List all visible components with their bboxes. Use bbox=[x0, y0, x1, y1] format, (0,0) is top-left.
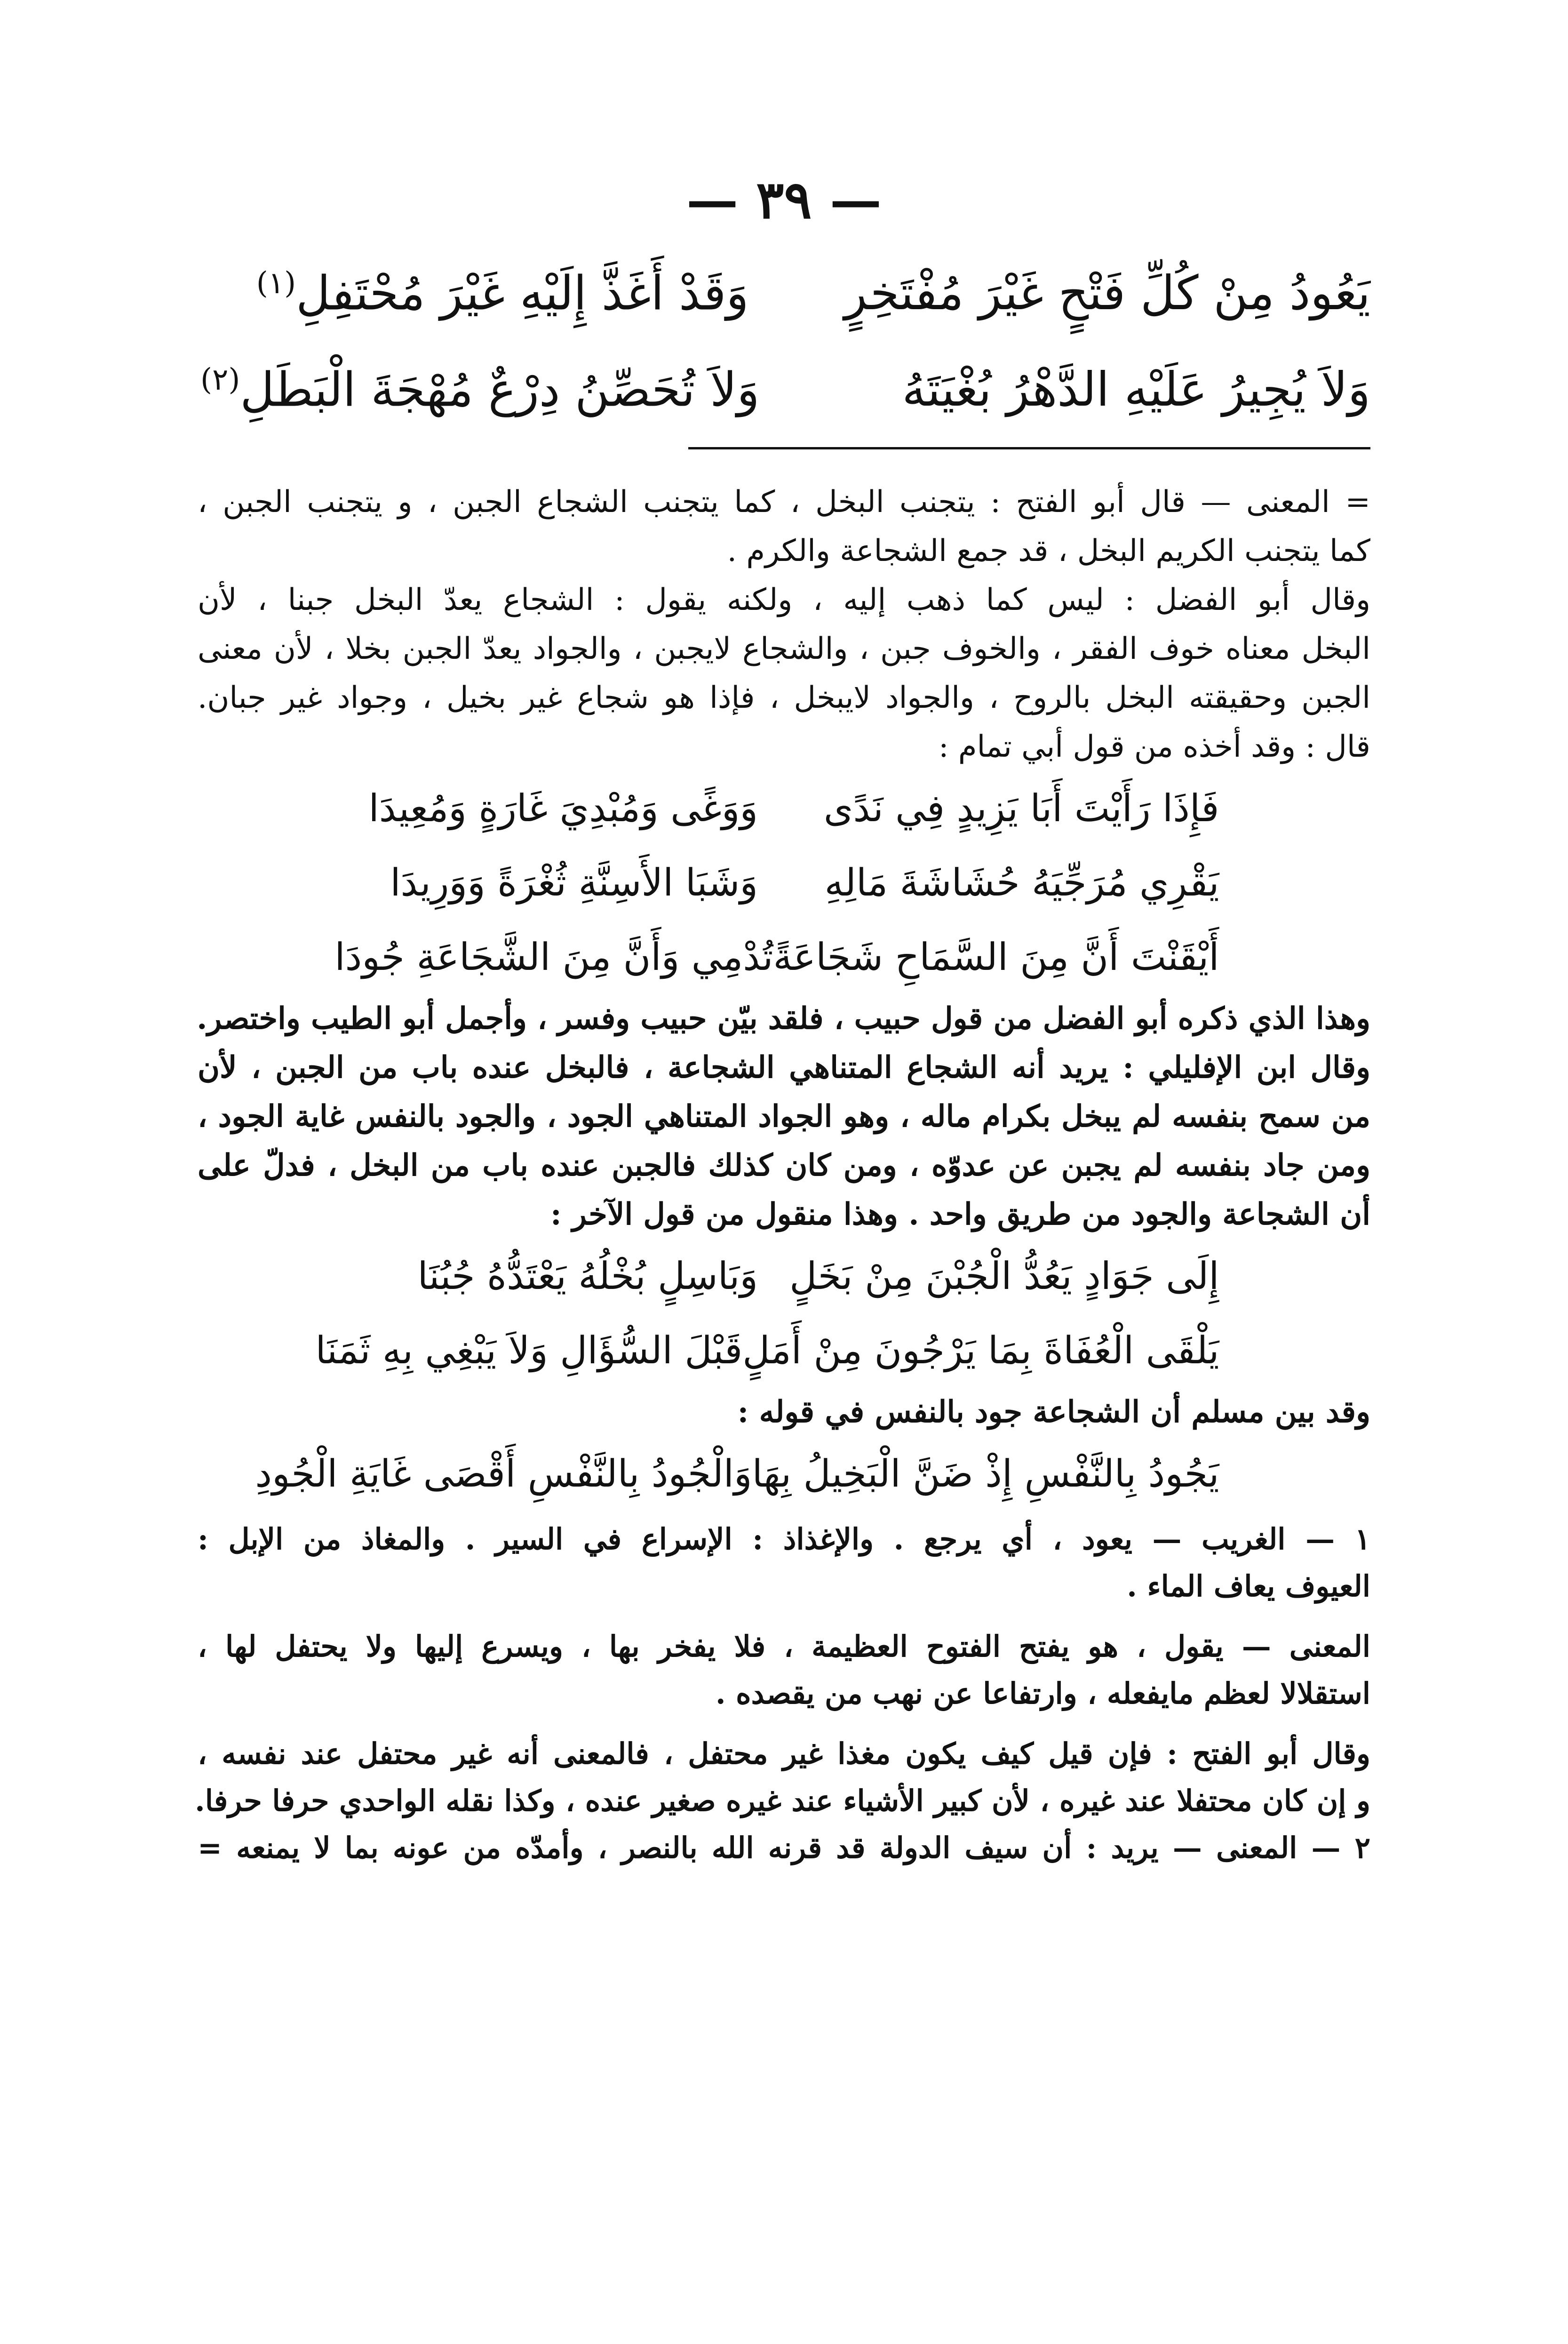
commentary-line: = المعنى — قال أبو الفتح : يتجنب البخل ، كما يتجنب الشجاع الجبن ، و يتجنب الجبن ، bbox=[198, 485, 1370, 520]
footnote-line: ١ — الغريب — يعود ، أي يرجع . والإغذاذ : الإسراع في السير . والمغاذ من الإبل : bbox=[198, 1522, 1370, 1556]
top-verses bbox=[198, 235, 1370, 428]
hemistich-text: وَلاَ تُحَصِّنُ دِرْعٌ مُهْجَةَ الْبَطَلِ bbox=[240, 362, 760, 417]
second-hemistich: قَبْلَ السُّؤَالِ وَلاَ يَبْغِي بِهِ ثَمَنَا bbox=[315, 1328, 743, 1372]
footnote-line: ٢ — المعنى — يريد : أن سيف الدولة قد قرنه الله بالنصر ، وأمدّه من عونه بما لا يمنعه = bbox=[198, 1831, 1370, 1865]
commentary-line: وقال ابن الإفليلي : يريد أنه الشجاع المتناهي الشجاعة ، فالبخل عنده باب من الجبن ، لأن bbox=[198, 1050, 1370, 1085]
first-hemistich: يَلْقَى الْعُفَاةَ بِمَا يَرْجُونَ مِنْ أَمَلٍ bbox=[742, 1328, 1219, 1372]
commentary-line: وقد بين مسلم أن الشجاعة جود بالنفس في قوله : bbox=[737, 1394, 1370, 1430]
verse-line bbox=[198, 332, 1370, 428]
first-hemistich: إِلَى جَوَادٍ يَعُدُّ الْجُبْنَ مِنْ بَخَلٍ bbox=[789, 1254, 1219, 1298]
second-hemistich: وَالْجُودُ بِالنَّفْسِ أَقْصَى غَايَةِ الْجُودِ bbox=[255, 1452, 752, 1496]
separator-rule bbox=[688, 447, 1370, 449]
footnote-line: وقال أبو الفتح : فإن قيل كيف يكون مغذا غير محتفل ، فالمعنى أنه غير محتفل عند نفسه ، bbox=[198, 1736, 1370, 1771]
commentary-line: وهذا الذي ذكره أبو الفضل من قول حبيب ، فلقد بيّن حبيب وفسر ، وأجمل أبو الطيب واختصر. bbox=[197, 1001, 1370, 1036]
quoted-poem bbox=[334, 771, 1219, 994]
commentary-line: قال : وقد أخذه من قول أبي تمام : bbox=[938, 729, 1370, 764]
first-hemistich bbox=[819, 341, 1370, 438]
verse-line bbox=[349, 771, 1219, 846]
page-number: — ٣٩ — bbox=[686, 169, 882, 230]
footnote-line: استقلالا لعظم مايفعله ، وارتفاعا عن نهب من يقصده . bbox=[715, 1676, 1370, 1711]
second-hemistich bbox=[198, 332, 760, 438]
verse-line bbox=[255, 1437, 1219, 1511]
footnote-line: المعنى — يقول ، هو يفتح الفتوح العظيمة ، فلا يفخر بها ، ويسرع إليها ولا يحتفل لها ، bbox=[198, 1629, 1370, 1664]
first-hemistich: فَإِذَا رَأَيْتَ أَبَا يَزِيدٍ فِي نَدًى bbox=[823, 786, 1219, 830]
verse-line bbox=[349, 846, 1219, 920]
first-hemistich bbox=[819, 245, 1370, 341]
footnotes bbox=[195, 1516, 1370, 1872]
commentary-block bbox=[198, 478, 1370, 771]
second-hemistich bbox=[198, 235, 749, 341]
hemistich-text: وَلاَ يُجِيرُ عَلَيْهِ الدَّهْرُ بُغْيَتَهُ bbox=[902, 362, 1370, 417]
commentary-block bbox=[198, 994, 1370, 1239]
second-hemistich: وَشَبَا الأَسِنَّةِ ثُغْرَةً وَوَرِيدَا bbox=[390, 861, 758, 904]
verse-line bbox=[315, 1313, 1219, 1388]
footnote-gap bbox=[198, 1610, 1370, 1623]
first-hemistich: أَيْقَنْتَ أَنَّ مِنَ السَّمَاحِ شَجَاعَةً bbox=[773, 935, 1219, 979]
hemistich-text: يَعُودُ مِنْ كُلِّ فَتْحٍ غَيْرَ مُفْتَخِرٍ bbox=[844, 265, 1370, 321]
commentary-line: من سمح بنفسه لم يبخل بكرام ماله ، وهو الجواد المتناهي الجود ، والجود بالنفس غاية الجود ، bbox=[198, 1099, 1370, 1134]
second-hemistich: وَوَغًى وَمُبْدِيَ غَارَةٍ وَمُعِيدَا bbox=[368, 786, 758, 830]
commentary-line: الجبن وحقيقته البخل بالروح ، والجواد لايبخل ، فإذا هو شجاع غير بخيل ، وجواد غير جبان. bbox=[198, 680, 1370, 715]
first-hemistich: يَقْرِي مُرَجِّيَهُ حُشَاشَةَ مَالِهِ bbox=[824, 861, 1219, 904]
commentary-line: وقال أبو الفضل : ليس كما ذهب إليه ، ولكنه يقول : الشجاع يعدّ البخل جبنا ، لأن bbox=[198, 583, 1371, 617]
footnote-marker[interactable]: (١) bbox=[256, 266, 296, 301]
commentary-block bbox=[198, 1388, 1370, 1437]
commentary-line: ومن جاد بنفسه لم يجبن عن عدوّه ، ومن كان كذلك فالجبن عنده باب من البخل ، فدلّ على bbox=[198, 1148, 1370, 1183]
verse-line bbox=[198, 235, 1370, 332]
hemistich-text: وَقَدْ أَغَذَّ إِلَيْهِ غَيْرَ مُحْتَفِلِ bbox=[296, 265, 749, 321]
quoted-poem bbox=[255, 1437, 1219, 1511]
footnote-gap bbox=[198, 1717, 1370, 1730]
commentary-line: أن الشجاعة والجود من طريق واحد . وهذا منقول من قول الآخر : bbox=[550, 1197, 1370, 1232]
verse-line bbox=[334, 920, 1219, 994]
footnote-marker[interactable]: (٢) bbox=[200, 362, 240, 397]
second-hemistich: وَبَاسِلٍ بُخْلُهُ يَعْتَدُّهُ جُبُنَا bbox=[417, 1254, 758, 1298]
verse-line bbox=[349, 1239, 1219, 1313]
commentary-line: البخل معناه خوف الفقر ، والخوف جبن ، والشجاع لايجبن ، والجواد يعدّ الجبن بخلا ، لأن معنى bbox=[198, 632, 1370, 666]
second-hemistich: تُدْمِي وَأَنَّ مِنَ الشَّجَاعَةِ جُودَا bbox=[334, 935, 773, 979]
footnote-line: العيوف يعاف الماء . bbox=[1127, 1569, 1370, 1603]
quoted-poem bbox=[315, 1239, 1219, 1388]
footnote-line: و إن كان محتفلا عند غيره ، لأن كبير الأشياء عند غيره صغير عنده ، وكذا نقله الواحدي حرفا حرفا. bbox=[195, 1784, 1370, 1818]
commentary-line: كما يتجنب الكريم البخل ، قد جمع الشجاعة والكرم . bbox=[727, 534, 1370, 568]
first-hemistich: يَجُودُ بِالنَّفْسِ إِذْ ضَنَّ الْبَخِيلُ بِهَا bbox=[752, 1452, 1219, 1496]
